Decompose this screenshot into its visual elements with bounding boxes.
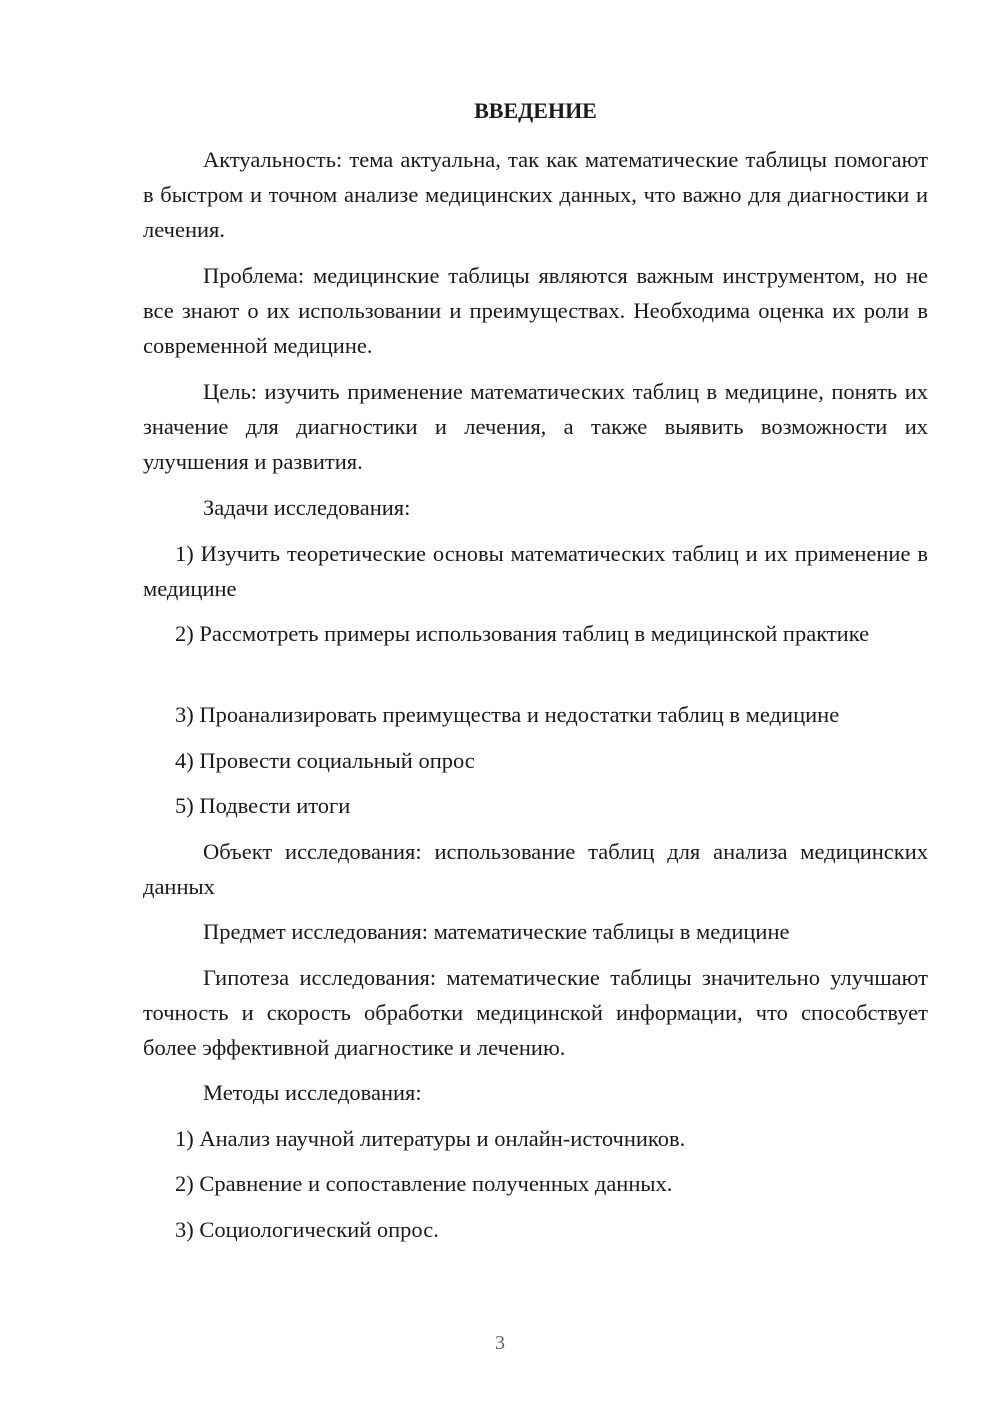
tasks-title: Задачи исследования:: [203, 495, 411, 520]
task-item-2: 2) Рассмотреть примеры использования таблиц в медицинской практике: [175, 621, 870, 646]
paragraph-problem: Проблема: медицинские таблицы являются важным инструментом, но не все знают о их использовании и преимуществах. Необходима оценка их роли в современной медицине.: [143, 263, 928, 358]
task-item-5: 5) Подвести итоги: [175, 793, 351, 818]
paragraph-relevance: Актуальность: тема актуальна, так как математические таблицы помогают в быстром и точном анализе медицинских данных, что важно для диагностики и лечения.: [143, 147, 928, 242]
page-number: 3: [495, 1332, 505, 1354]
paragraph-hypothesis: Гипотеза исследования: математические таблицы значительно улучшают точность и скорость обработки медицинской информации, что способствует более эффективной диагностике и лечению.: [143, 965, 928, 1060]
paragraph-goal: Цель: изучить применение математических таблиц в медицине, понять их значение для диагностики и лечения, а также выявить возможности их улучшения и развития.: [143, 379, 928, 474]
method-item-3: 3) Социологический опрос.: [175, 1217, 439, 1242]
task-item-4: 4) Провести социальный опрос: [175, 748, 475, 773]
task-item-1: 1) Изучить теоретические основы математических таблиц и их применение в медицине: [143, 541, 928, 601]
paragraph-subject: Предмет исследования: математические таблицы в медицине: [203, 919, 790, 944]
task-item-3: 3) Проанализировать преимущества и недостатки таблиц в медицине: [175, 702, 840, 727]
methods-title: Методы исследования:: [203, 1080, 422, 1105]
method-item-2: 2) Сравнение и сопоставление полученных данных.: [175, 1171, 673, 1196]
section-heading: ВВЕДЕНИЕ: [474, 98, 597, 123]
method-item-1: 1) Анализ научной литературы и онлайн-источников.: [175, 1126, 686, 1151]
paragraph-object: Объект исследования: использование таблиц для анализа медицинских данных: [143, 839, 928, 899]
